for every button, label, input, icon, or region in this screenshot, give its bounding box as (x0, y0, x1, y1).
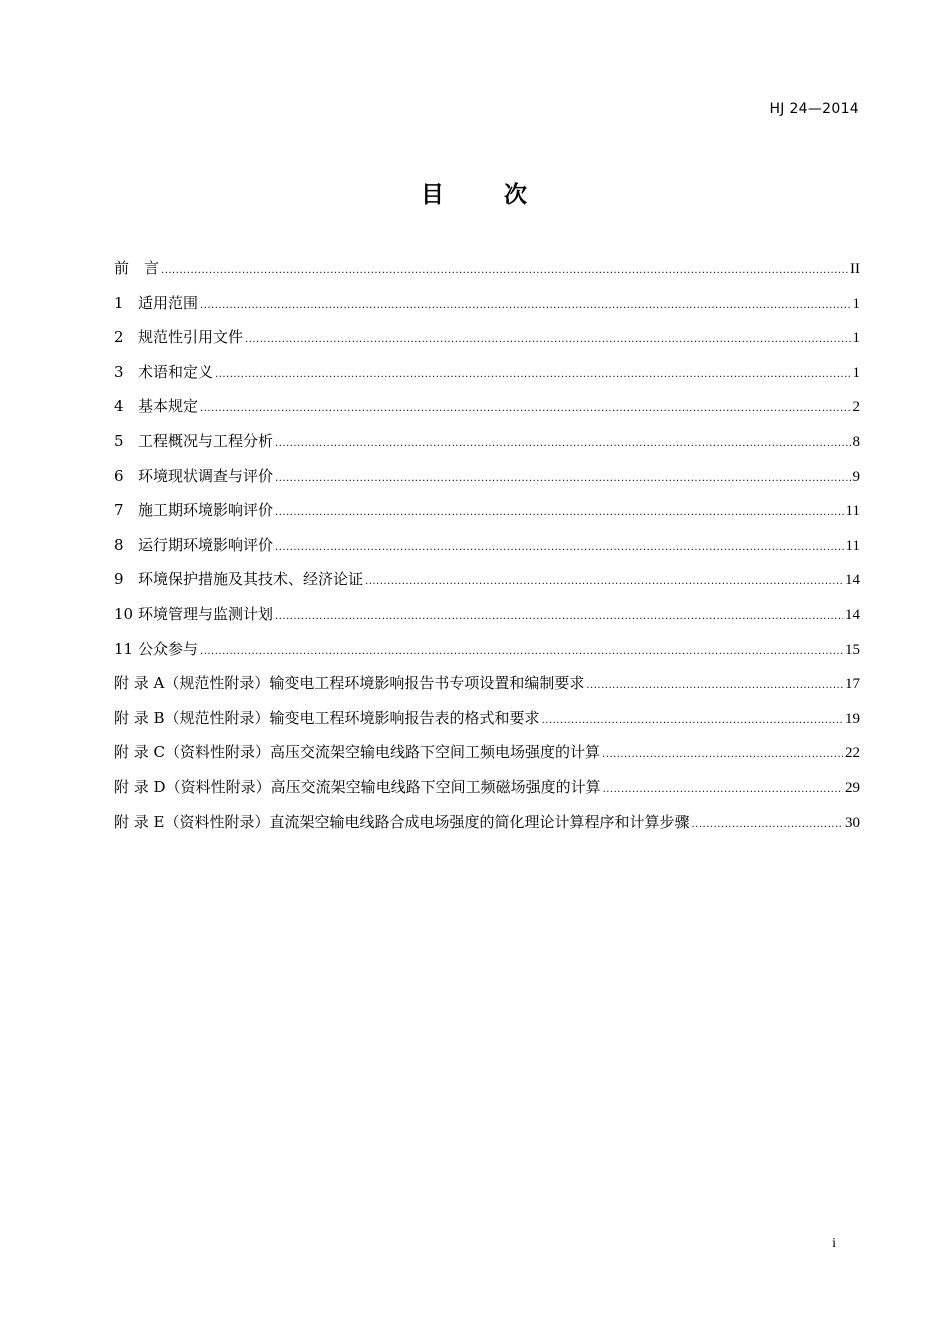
toc-leader-dots (245, 327, 850, 353)
toc-entry-label (114, 532, 273, 558)
toc-leader-dots (602, 742, 843, 768)
toc-entry-label: 附 录 A（规范性附录）输变电工程环境影响报告书专项设置和编制要求 (114, 674, 585, 693)
toc-entry-number: 4 (114, 397, 124, 416)
toc-entry-title: 施工期环境影响评价 (138, 501, 274, 520)
toc-entry-page: II (850, 261, 860, 277)
toc-leader-dots (586, 673, 843, 699)
toc-entry-number: 8 (114, 535, 124, 554)
toc-entry-label (114, 324, 243, 350)
toc-entry-label (114, 601, 273, 627)
toc-entry-page: 9 (852, 468, 860, 485)
toc-entry-title: 术语和定义 (138, 362, 214, 381)
toc-entry-5[interactable] (114, 428, 860, 463)
toc-entry-title: 基本规定 (138, 397, 199, 416)
page-number: i (832, 1236, 836, 1251)
toc-leader-dots (275, 466, 850, 492)
toc-entry-label: 附 录 C（资料性附录）高压交流架空输电线路下空间工频电场强度的计算 (114, 743, 601, 762)
toc-leader-dots (200, 396, 850, 422)
toc-entry-number: 3 (114, 362, 124, 381)
toc-leader-dots (603, 777, 843, 803)
toc-entry-number: 5 (114, 431, 124, 450)
toc-entry-4[interactable] (114, 393, 860, 428)
toc-entry-appendix-d[interactable] (114, 774, 860, 809)
toc-entry-label: 前 言 (114, 259, 160, 277)
toc-entry-appendix-e[interactable] (114, 809, 860, 844)
toc-entry-label: 附 录 E（资料性附录）直流架空输电线路合成电场强度的简化理论计算程序和计算步骤 (114, 812, 690, 831)
toc-entry-number: 7 (114, 501, 124, 520)
toc-entry-page: 11 (845, 537, 860, 554)
toc-entry-label: 附 录 D（资料性附录）高压交流架空输电线路下空间工频磁场强度的计算 (114, 777, 601, 796)
toc-entry-9[interactable] (114, 566, 860, 601)
toc-leader-dots (200, 293, 850, 319)
toc-entry-page: 22 (845, 745, 860, 762)
toc-entry-page: 1 (852, 295, 860, 312)
toc-title: 目 次 (420, 182, 529, 208)
toc-leader-dots (161, 258, 848, 284)
toc-entry-title: 环境现状调查与评价 (138, 466, 274, 485)
toc-entry-page: 15 (845, 641, 860, 658)
table-of-contents (114, 255, 860, 843)
toc-entry-1[interactable] (114, 290, 860, 325)
toc-entry-number: 1 (114, 293, 124, 312)
toc-entry-label (114, 497, 273, 523)
toc-leader-dots (365, 569, 843, 595)
toc-entry-label (114, 463, 273, 489)
toc-entry-page: 1 (852, 330, 860, 347)
standard-code: HJ 24—2014 (769, 101, 859, 117)
toc-entry-title: 环境保护措施及其技术、经济论证 (138, 570, 364, 589)
toc-entry-number: 9 (114, 570, 124, 589)
toc-entry-title: 规范性引用文件 (138, 328, 244, 347)
toc-entry-page: 17 (845, 676, 860, 693)
toc-entry-10[interactable] (114, 601, 860, 636)
toc-entry-page: 29 (845, 779, 860, 796)
toc-entry-title: 公众参与 (138, 639, 199, 658)
toc-entry-title: 运行期环境影响评价 (138, 535, 274, 554)
toc-entry-3[interactable] (114, 359, 860, 394)
toc-entry-page: 11 (845, 503, 860, 520)
toc-entry-6[interactable] (114, 463, 860, 498)
toc-entry-label (114, 359, 213, 385)
toc-leader-dots (275, 500, 844, 526)
toc-leader-dots (215, 362, 850, 388)
toc-entry-11[interactable] (114, 636, 860, 671)
toc-entry-page: 2 (852, 399, 860, 416)
toc-entry-label (114, 393, 198, 419)
toc-entry-appendix-b[interactable] (114, 705, 860, 740)
toc-entry-page: 30 (845, 814, 860, 831)
toc-entry-title: 适用范围 (138, 293, 199, 312)
toc-entry-page: 14 (845, 606, 860, 623)
toc-entry-number: 6 (114, 466, 124, 485)
toc-entry-number: 11 (114, 639, 134, 658)
toc-entry-number: 2 (114, 328, 124, 347)
toc-leader-dots (692, 812, 844, 838)
toc-entry-2[interactable] (114, 324, 860, 359)
toc-entry-7[interactable] (114, 497, 860, 532)
toc-entry-label: 附 录 B（规范性附录）输变电工程环境影响报告表的格式和要求 (114, 708, 540, 727)
toc-entry-page: 1 (852, 364, 860, 381)
toc-entry-8[interactable] (114, 532, 860, 567)
toc-entry-label (114, 428, 273, 454)
toc-entry-page: 14 (845, 572, 860, 589)
toc-entry-page: 8 (852, 433, 860, 450)
toc-entry-appendix-a[interactable] (114, 670, 860, 705)
toc-entry-label (114, 566, 363, 592)
toc-entry-number: 10 (114, 604, 134, 623)
toc-leader-dots (542, 708, 843, 734)
toc-entry-foreword[interactable] (114, 255, 860, 290)
toc-entry-title: 环境管理与监测计划 (138, 604, 274, 623)
toc-entry-page: 19 (845, 710, 860, 727)
toc-leader-dots (275, 604, 843, 630)
toc-entry-label (114, 636, 198, 662)
toc-entry-appendix-c[interactable] (114, 739, 860, 774)
toc-leader-dots (200, 639, 843, 665)
toc-leader-dots (275, 535, 844, 561)
toc-leader-dots (275, 431, 850, 457)
toc-entry-title: 工程概况与工程分析 (138, 431, 274, 450)
toc-entry-label (114, 290, 198, 316)
